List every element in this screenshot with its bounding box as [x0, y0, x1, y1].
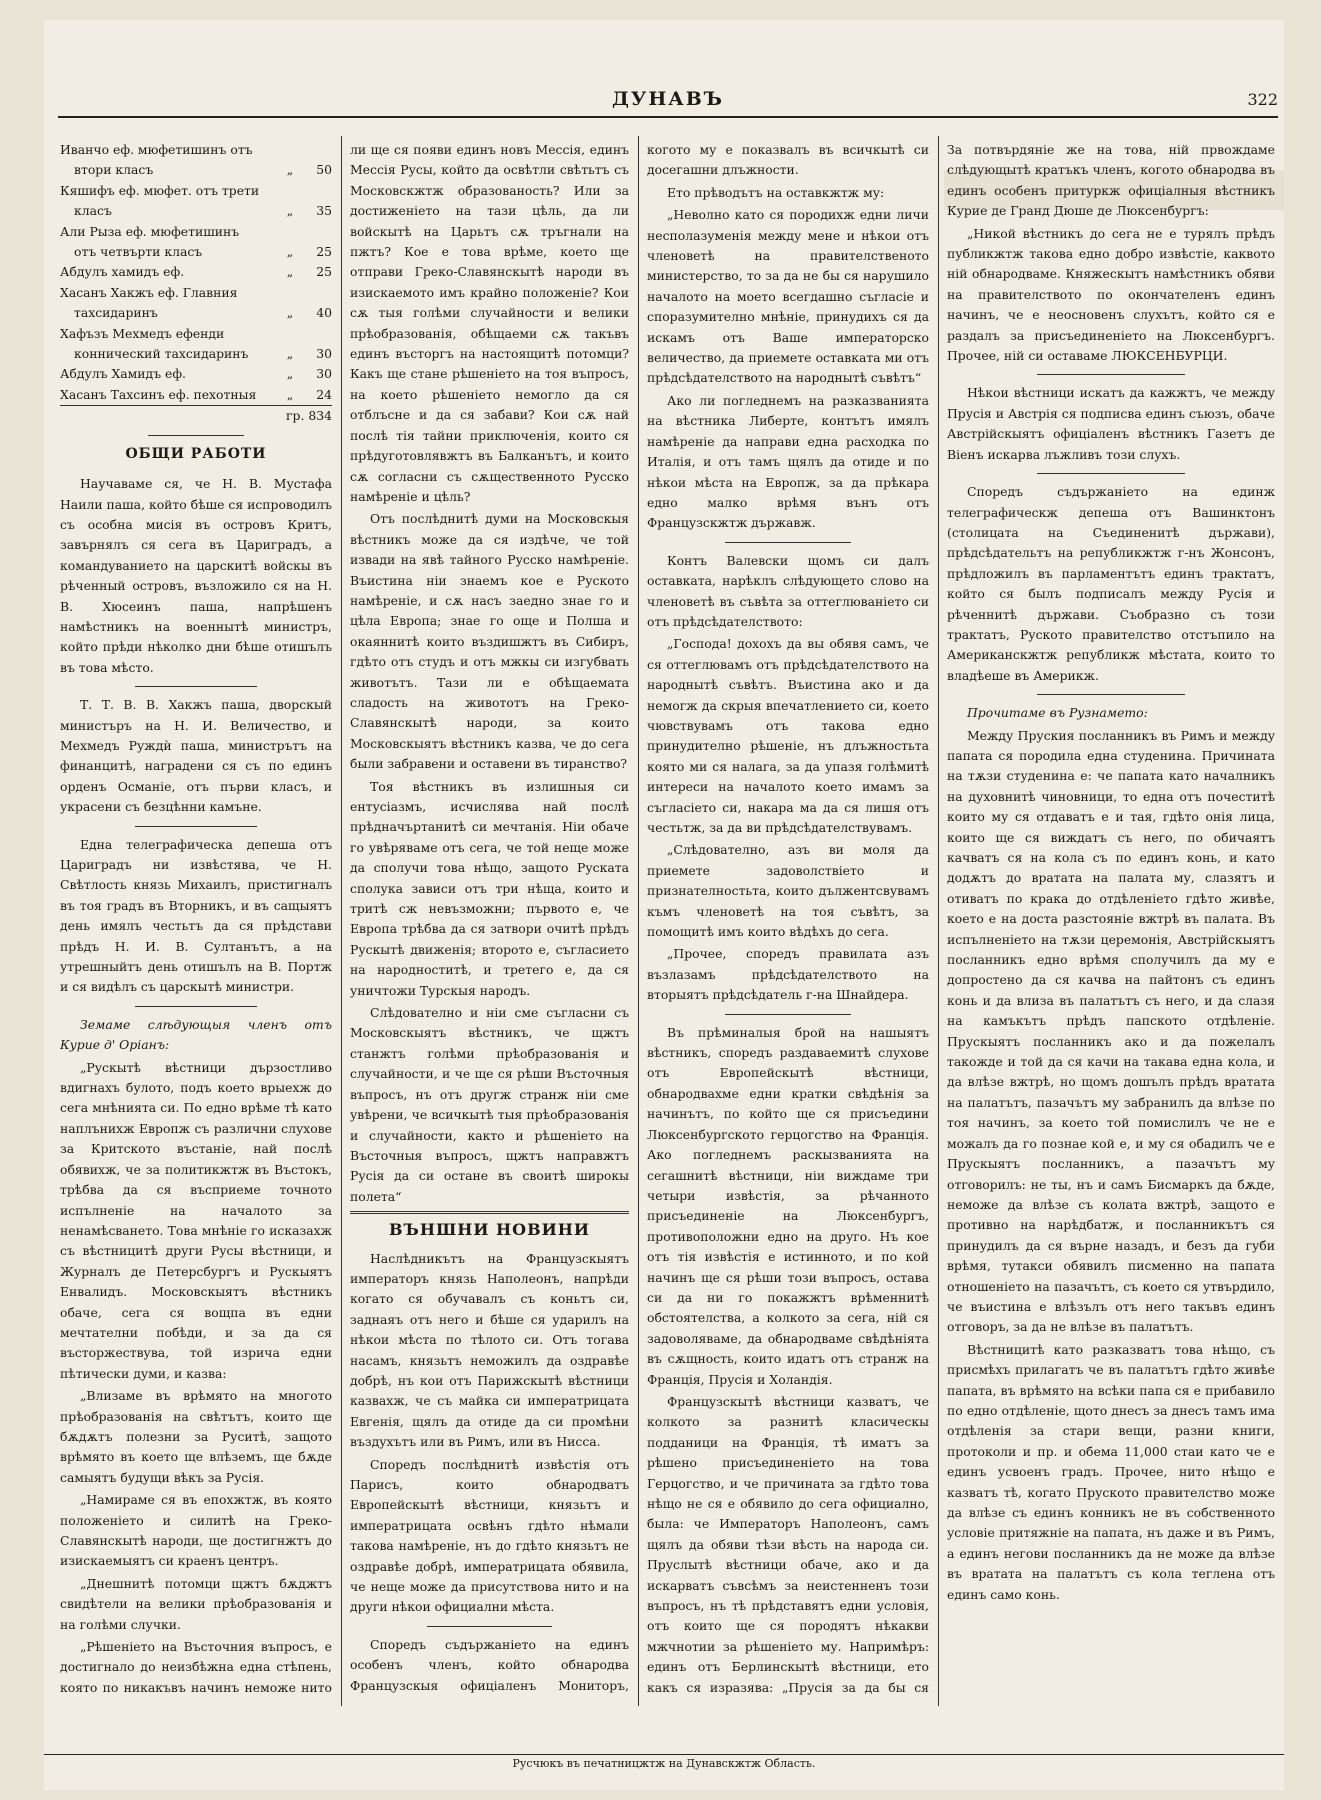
ledger-row: [60, 242, 332, 262]
article-paragraph: Научаваме ся, че Н. В. Мустафа Наили паша, който бѣше ся испроводилъ съ особна мисія въ островъ Критъ, завърнялъ ся сега въ Цариградъ, а командуванието на царскитѣ войскы въ рѣченный островъ, възложило ся на Н. В. Хюсеинъ паша, напрѣшенъ намѣстникъ на военнытѣ министръ, който прѣди нѣколко дни бѣше отишълъ въ това мѣсто.: [60, 476, 332, 675]
article-paragraph: „Влизаме въ врѣмято на многото прѣобразованія на свѣтътъ, които ще бѫдѫтъ полезни за Руситѣ, защото врѣмято въ което ще влѣземъ, ще бѫде самыятъ будущи вѣкъ за Русія.: [60, 1388, 332, 1485]
article-paragraph: Между Пруския посланникъ въ Римъ и между папата ся породила една студенина. Причината на тѫзи студенина е: че папата като началникъ на духовнитѣ чиновници, то една отъ почеститѣ които му ся отдаватъ е и тая, гдѣто онія лица, които ще ся виждатъ съ него, по обичаятъ качватъ ся на кола съ по единъ конь, и като додѫтъ до вратата на палата му, слазятъ и отиватъ по крака до отдѣленіето гдѣто живѣе, което е на доста разстояніе вжтрѣ въ палата. Въ испълненіето на тѫзи церемонія, Австрійскыятъ посланникъ едно врѣмя сполучилъ да му е допростено да ся качва на пайтонъ съ единъ конь и да влиза въ палатътъ съ него, и да слазя на камъкътъ прѣдъ папското отдѣленіе. Прускыятъ посланникъ ако и да пожелалъ такожде и той да ся качи на такава една кола, и да влѣзе вжтрѣ, но щомъ дошълъ прѣдъ вратата на палатътъ, пазачътъ му забранилъ да влѣзе по тоя начинъ, за което той помислилъ че не е можалъ да го познае кой е, и му ся обадилъ че е Прускыятъ посланникъ, а пазачътъ му отговорилъ: не ты, нъ и самъ Бисмаркъ да бѫде, неможе да влѣзе съ колата вжтрѣ, защото е противно на нарѣдбатж, и посланникътъ ся принудилъ да ся върне назадъ, и безъ да губи врѣмя, тутакси обявилъ писменно на папата отношеніето на пазачътъ, съ което ся утвърдило, че въистина е влѣзълъ отъ него такъвъ единъ отговоръ, за да не влѣзе въ палатътъ.: [947, 727, 1275, 1335]
article-paragraph: Тоя вѣстникъ въ излишныя си ентусіазмъ, исчислява най послѣ прѣдначъртанитѣ си мечтанія. Нiи обаче го увѣряваме отъ сега, че той неще може да сполучи това нѣщо, защото Руската сполука зависи отъ три нѣща, които и тритѣ сж невъзможни; първото е, че Европа трѣбва да ся затвори очитѣ прѣдъ Рускытѣ движенія; второто е, съгласието на народноститѣ, и третего е, да ся уничтожи Турскыя народъ.: [350, 778, 629, 998]
ledger-row: [60, 344, 332, 364]
ledger-ditto-mark: „: [286, 386, 294, 402]
article-paragraph: Наслѣдникътъ на Французскыятъ императоръ князь Наполеонъ, напрѣди когато ся обучавалъ съ коньтъ си, заднаяъ отъ него и бѣше ся ударилъ на нѣкои мѣста по тѣлото си. Отъ тогава насамъ, князьтъ неможилъ да оздравѣе добрѣ, нъ кои отъ Парижскытѣ вѣстници казвахж, че съ майка си императрицата Евгенія, щялъ да отиде да си промѣни въздухътъ или въ Римъ, или въ Нисса.: [350, 1250, 629, 1450]
column-3: [647, 140, 929, 1700]
divider: [1037, 694, 1185, 695]
ledger-ditto-mark: [278, 140, 302, 160]
ledger-name: Кяшифъ еф. мюфет. отъ трети: [60, 182, 260, 198]
article-paragraph: Отъ послѣднитѣ думи на Московскыя вѣстникъ може да ся издѣче, че той извади на явѣ тайного Русско намѣреніе. Въистина нiи знаемъ кое е Рускoто намѣреніе, и сѫ насъ заедно знае го и цѣла Европа; знае го още и Полша и окаяннитѣ които въздишжтъ въ Сибиръ, гдѣто отъ студъ и отъ мжкы си изгубвать животътъ. Тази ли е обѣщаемата сладость на живототъ на Греко-Славянскытѣ народи, за които Московскыятъ вѣстникъ казва, че до сега были забравени и оставени въ тиранство?: [350, 511, 629, 772]
article-paragraph: Една телеграфическа депеша отъ Цариградъ ни извѣстява, че Н. Свѣтлость князь Михаилъ, пристигналъ въ тоя градъ въ Вторникъ, и въ сащыятъ день имялъ честьтъ да ся прѣдстави прѣдъ Н. И. В. Султанътъ, а на утрешныйтъ день отишълъ на В. Портж и ся видѣлъ съ царскытѣ министри.: [60, 836, 332, 995]
article-intro: Прочитаме въ Рузнамето:: [967, 705, 1148, 721]
ledger-amount: [302, 283, 332, 303]
ledger-amount: [302, 140, 332, 160]
article-paragraph: „Господа! дохохъ да вы обявя самъ, че ся оттеглювамъ отъ прѣдсѣдателството на народнытѣ съвѣтъ. Въистина ако и да немогж да скрыя впечатлението си, което чювствувамъ отъ такова едно принудително рѣшеніе, нъ длъжностьта която ми ся налага, за да упазя голѣмитѣ интереси на началото което имамъ за съгласіето си, накара ма да ся лишя отъ честьтж, за да ви прѣдсѣдателствувамъ.: [647, 636, 929, 835]
ledger-amount: [302, 181, 332, 201]
article-paragraph: Споредъ съдържаніето на единъ особенъ членъ, който обнародва Французскыя офиціаленъ Мониторъ,: [350, 1636, 629, 1693]
article-paragraph: Споредъ послѣднитѣ извѣстія отъ Парисъ, които обнародватъ Европейскытѣ вѣстници, князьтъ и императрицата освѣнъ гдѣто нѣмали такова намѣреніе, нъ до гдѣто князьтъ не оздравѣе добрѣ, императрицата обявила, че нeще може да присутствова нито и на други нѣкои официални мѣста.: [350, 1456, 629, 1615]
article-paragraph: когото му е показвалъ въ всичкытѣ си досегашни длъжности.: [647, 142, 929, 178]
ledger-name: тахсидаринъ: [74, 305, 158, 321]
ledger-amount: 25: [316, 264, 332, 280]
ledger-row: [60, 140, 332, 160]
ledger-name: отъ четвърти класъ: [74, 244, 203, 260]
ledger-row: [60, 181, 332, 201]
article-paragraph: „Слѣдователно, азъ ви моля да приемете задоволствіето и признателностьта, които дължентсвувамъ къмъ членоветѣ на тоя съвѣтъ, за помощитѣ имъ които вѣдѣхъ до сега.: [647, 842, 929, 940]
article-paragraph: Контъ Валевски щомъ си далъ оставката, нарѣклъ слѣдующето слово на членоветѣ въ съвѣта за оттеглюваніето си отъ прѣдсѣдателството:: [647, 552, 929, 629]
ledger-row: [60, 283, 332, 303]
article-paragraph: Французскытѣ вѣстници казватъ, че колкото за разнитѣ класическы подданици на Франція, тѣ иматъ за рѣшено присъединеніето на това Герцогство, и че причината за гдѣто това нѣщо не ся е обявило до сега официално, была: че Императоръ Наполеонъ, самъ щялъ да обяви тѣзи вѣсть на народа си. Пруслытѣ вѣстници обаче, ако и да искарватъ съвсѣмъ за неистенненъ този въпросъ, нъ тѣ прѣдставятъ едни условія, отъ които ще ся породятъ нѣкакви мжчнотии за рѣшеніето му. Напримѣръ: единъ отъ Берлинскытѣ вѣстници, ето какъ ся изразява: „Прусія за да бы ся: [647, 1393, 929, 1695]
ledger-ditto-mark: „: [286, 366, 294, 382]
ledger-ditto-mark: „: [286, 264, 294, 280]
divider: [1037, 374, 1185, 375]
ledger-name: коннический тахсидаринъ: [74, 346, 249, 362]
ledger-row: [60, 324, 332, 344]
ledger-name: Хасанъ Тахсинъ еф. пехотныя: [60, 386, 257, 402]
ledger-name: Али Рыза еф. мюфетишинъ: [60, 223, 240, 239]
ledger-ditto-mark: [278, 283, 302, 303]
divider: [725, 542, 852, 543]
column-rule: [341, 136, 342, 1706]
ledger-ditto-mark: „: [286, 244, 294, 260]
ledger-name: втори класъ: [74, 162, 154, 178]
divider: [135, 1006, 257, 1007]
article-paragraph: „Неволно като ся породихж едни личи несполазуменія между мене и нѣкои отъ членоветѣ на правителственото министерство, то за да не бы ся нарушило началото на моето всегдашно съгласіе и споразумително мнѣніе, принудихъ ся да искамъ отъ Ваше императорско величество, да приемете оставката ми отъ прѣдсѣдателството на народнытѣ съвѣтъ“: [647, 207, 929, 386]
ledger-amount: 25: [316, 244, 332, 260]
ledger-amount: 30: [316, 346, 332, 362]
ledger-amount: [302, 222, 332, 242]
salary-ledger: [60, 140, 332, 427]
ledger-total: гр. 834: [60, 406, 332, 427]
article-paragraph: „Намираме ся въ епохжтж, въ която положеніето и силитѣ на Греко-Славянскытѣ народи, ще достигнжтъ до изискаемыятъ си краенъ центръ.: [60, 1492, 332, 1569]
article-paragraph: Нѣкои вѣстници искатъ да кажжтъ, че между Прусія и Австрія ся подписва единъ съюзъ, обаче Австрійскыятъ офиціаленъ вѣстникъ Газетъ де Віенъ искарва лъжливъ този слухъ.: [947, 385, 1275, 462]
ledger-ditto-mark: „: [286, 203, 294, 219]
ledger-ditto-mark: „: [286, 162, 294, 178]
column-1: [60, 140, 332, 1700]
article-paragraph: „Никой вѣстникъ до сега не е турялъ прѣдъ публикжтж такова едно добро извѣстіе, каквото нiй обнародваме. Княжескытъ намѣстникъ обяви на правителството по окончателенъ единъ начинъ, че е неосновенъ слухътъ, който ся е раздалъ за присъединеніето на Люксенбургъ. Прочее, нiй си оставаме ЛЮКСЕНБУРЦИ.: [947, 225, 1275, 364]
ledger-amount: [302, 324, 332, 344]
ledger-amount: 30: [316, 366, 332, 382]
divider: [1037, 473, 1185, 474]
newspaper-title: ДУНАВЪ: [612, 88, 724, 110]
article-paragraph: Ето прѣводътъ на оставкжтж му:: [667, 184, 885, 200]
newspaper-page: [44, 20, 1284, 1790]
divider: [135, 686, 257, 687]
divider: [725, 1014, 852, 1015]
ledger-row: [60, 364, 332, 384]
ledger-name: класъ: [74, 203, 112, 219]
ledger-total-row: [60, 406, 332, 427]
ledger-amount: 50: [316, 162, 332, 178]
ledger-name: Абдулъ Хамидъ еф.: [60, 366, 186, 382]
ledger-row: [60, 385, 332, 406]
section-heading: ОБЩИ РАБОТИ: [125, 445, 267, 462]
ledger-amount: 40: [316, 305, 332, 321]
ledger-row: [60, 262, 332, 282]
masthead: [58, 88, 1278, 118]
column-rule: [638, 136, 639, 1706]
ledger-ditto-mark: [278, 324, 302, 344]
article-paragraph: Въ прѣминалыя брой на нашыятъ вѣстникъ, споредъ раздаваемитѣ слухове отъ Европейскытѣ вѣстници, обнародвахме едни кратки свѣдѣнія за начинътъ, по който ще ся присъедини Люксенбургското герцогство на Францiя. Ако погледнемъ раскызванията на сегашнитѣ вѣстници, нiи виждаме три четыри извѣстія, за рѣчанното присъединеніе на Люксенбургъ, противоположни едно на друго. Нъ кое отъ тія извѣстія е истинното, и по кой начинъ ще ся рѣши този въпросъ, остава си да ни го покажжтъ врѣменнитѣ обстоятелства, а колкото за сега, нiй ся задоволяваме, да обнародваме свѣдѣнiята въ сѫщность, които идатъ отъ странж на Франція, Прусія и Холандія.: [647, 1024, 929, 1387]
article-paragraph: Слѣдователно и нiи сме съгласни съ Московскыятъ вѣстникъ, че щжтъ станжтъ голѣми прѣобразованія и случайности, и че ще ся рѣши Въсточныя въпросъ, нъ отъ другж странж нiи сме увѣрени, че всичкытѣ тыя прѣобразованія и случайности, както и рѣшеніето на Въсточныя въпросъ, щжтъ направжтъ Русія да си остане въ своитѣ широкы полета“: [350, 1005, 629, 1204]
ledger-amount: 35: [316, 203, 332, 219]
section-banner: ВЪНШНИ НОВИНИ: [350, 1211, 629, 1240]
ledger-row: [60, 160, 332, 180]
printer-imprint: Русчюкъ въ печатницжтж на Дунавскжтж Область.: [44, 1754, 1284, 1770]
article-paragraph: Т. Т. В. В. Хакжъ паша, дворскый министъръ на Н. И. Величество, и Мехмедъ Руждѝ паша, министрътъ на финанцитѣ, наградени ся съ по единъ орденъ Османіе, отъ първи класъ, и украсени съ безцѣнни камъне.: [60, 697, 332, 815]
divider: [427, 1626, 553, 1627]
divider: [135, 826, 257, 827]
ledger-ditto-mark: „: [286, 346, 294, 362]
page-number: 322: [1247, 90, 1278, 109]
article-intro: Земаме слѣдующыя членъ отъ Курие д' Оріанъ:: [60, 1016, 332, 1053]
article-paragraph: „Рускытѣ вѣстници дързостливо вдигнахъ булото, подъ което врыехж до сега мнѣнията си. По едно врѣме тѣ като наплънихж Европж съ различни слухове за Критското въстаніе, най послѣ обявихж, че за политикжтж въ Въстокъ, трѣбва да ся въсприеме точното испълненіе на началото за ненамѣсването. Това мнѣніе го исказахж съ вѣстницитѣ други Русы вѣстници, и Журналъ де Петерсбургъ и Рускыятъ Енвалидъ. Московскыятъ вѣстникъ обаче, сега ся вoщпа въ едни мечтателни побѣди, и за да ся въсторжествува, той изрича едни пѣтически думи, и казва:: [60, 1059, 332, 1381]
article-paragraph: „Прочее, споредъ правилата азъ възлазамъ прѣдсѣдателството на вторыятъ прѣдсѣдатель г-на Шнайдера.: [647, 946, 929, 1003]
article-paragraph: „Рѣшеніето на Въсточния въпросъ, е достигнало до неизбѣжна една стѣпень, която по никакъвъ начинъ неможе нито: [60, 1639, 332, 1695]
article-paragraph: Споредъ съдържаніето на единж телеграфическж депеша отъ Вашинктонъ (столицата на Съединенитѣ държави), прѣдсѣдательтъ на републикжтж г-нъ Жонсонъ, прѣдложилъ въ парламентътъ единъ трактатъ, който ся былъ подписалъ между Русія и рѣченнитѣ държави. Съобразно съ този трактатъ, Руското правителство отстъпило на Американскжтж републикж мѣстата, които то владѣеше въ Америкж.: [947, 484, 1275, 683]
ledger-ditto-mark: [278, 222, 302, 242]
ledger-row: [60, 303, 332, 323]
column-rule: [938, 136, 939, 1706]
article-paragraph: За потвърдяніе же на това, нiй првождаме слѣдующытѣ кратъкъ членъ, когото обнародва въ единъ особенъ притуркж офиціалныя вѣстникъ Курие де Гранд Дюше де Люксенбургъ:: [947, 142, 1275, 219]
article-paragraph: Ако ли погледнемъ на разказванията на вѣстника Либерте, контътъ имялъ намѣреніе да направи една расходка по Италія, и отъ тамъ щялъ да отиде и по нѣкои мѣста на Европж, за да прѣкара едно малко врѣмя вънъ отъ Французскжтж държавж.: [647, 392, 929, 531]
ledger-name: Иванчо еф. мюфетишинъ отъ: [60, 142, 253, 157]
column-4: [947, 140, 1275, 1700]
ledger-name: Абдулъ хамидъ еф.: [60, 264, 185, 280]
ledger-ditto-mark: „: [286, 305, 294, 321]
article-paragraph: ли ще ся появи единъ новъ Мессія, единъ Мессія Русы, който да освѣтли свѣтьтъ съ Московскжтж образованость? Или за достиженіето на тази цѣль, да ли войскытѣ на Царьтъ сѫ тръгнали на пжтъ? Кое е това врѣме, което ще отправи Греко-Славянскытѣ народи въ изискаемото имъ крайно положеніе? Кои сѫ тыя голѣми случайности и велики прѣобразованія, обѣщаеми сѫ такъвъ единъ въсторгъ на настоящитѣ потомци? Какъ ще стане рѣшеніето на тоя въпросъ, на което рѣшеніето немогло да ся отблъсне и да ся забави? Кои сѫ най послѣ тія тайни приключенія, които ся прѣдуготовлявжтъ въ Балканътъ, и които сѫ согласни съ сѫщественното Русско намѣреніе и цѣль?: [350, 142, 629, 504]
ledger-row: [60, 201, 332, 221]
ledger-name: Хасанъ Хакжъ еф. Главния: [60, 284, 238, 300]
ledger-row: [60, 222, 332, 242]
article-paragraph: Вѣстницитѣ като разказватъ това нѣщо, съ присмѣхъ прилагатъ че въ палатътъ гдѣто живѣе папата, въ врѣмято на всѣки папа ся е прибавило по едно отдѣленіе, щото днесъ за днесъ тамъ има отдѣленія за стари вещи, разни книги, протоколи и пр. и обема 11,000 стаи като че е единъ усвоенъ градъ. Прочее, нито нѣщо е казватъ тѣ, когато Прускoто правителство може да влѣзе съ единъ конникъ не въ собственното условіе притяжніе на папата, нъ даже и въ Римъ, а единъ негови посланникъ да не може да влѣзе въ вратата на палатътъ съ кола теглена отъ единъ само конь.: [947, 1341, 1275, 1602]
article-paragraph: „Днешнитѣ потомци щжтъ бѫджтъ свидѣтели на велики прѣобразованія и на голѣми случки.: [60, 1575, 332, 1632]
ledger-name: Хафъзъ Мехмедъ ефенди: [60, 325, 225, 341]
ledger-ditto-mark: [278, 181, 302, 201]
divider: [148, 435, 243, 436]
column-2: [350, 140, 629, 1700]
ledger-amount: 24: [316, 386, 332, 402]
